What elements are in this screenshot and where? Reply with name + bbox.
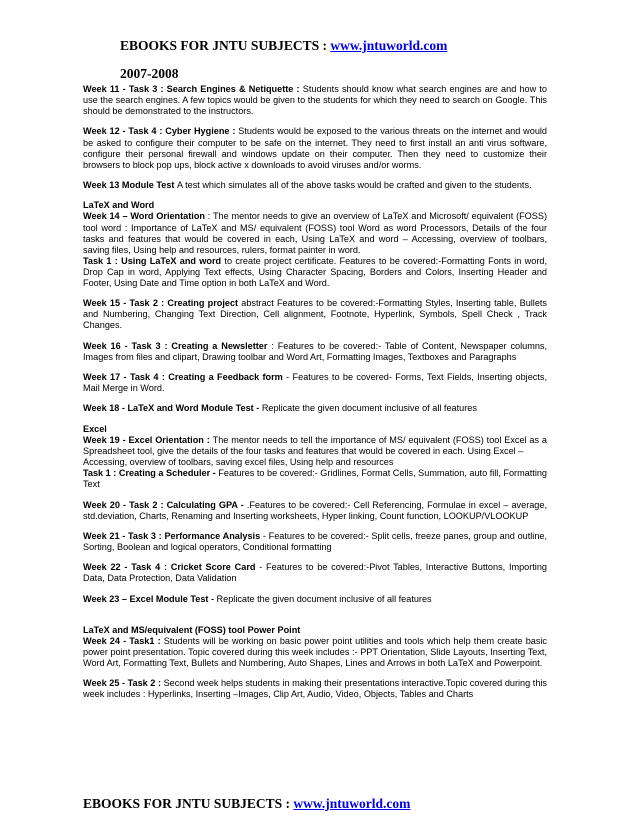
week-17-paragraph [83,372,547,394]
week-20-heading: Week 20 - Task 2 : Calculating GPA - [83,499,247,510]
week-13-heading: Week 13 Module Test [83,180,177,191]
week-22-paragraph [83,562,547,584]
week-21-heading: Week 21 - Task 3 : Performance Analysis [83,530,263,541]
word-task-1-heading: Task 1 : Using LaTeX and word [83,255,225,266]
week-18-paragraph [83,403,547,414]
week-18-text: Replicate the given document inclusive of all features [261,403,477,414]
week-16-heading: Week 16 - Task 3 : Creating a Newsletter [83,340,272,351]
week-14-paragraph [83,211,547,255]
word-task-1-paragraph [83,256,547,289]
week-22-text: - Features to be covered:-Pivot Tables, Interactive Buttons, Importing Data, Data Protection, Data Validation [83,562,547,584]
section-excel-title: Excel [83,423,107,434]
week-14-heading: Week 14 – Word Orientation [83,211,208,222]
week-25-text: Second week helps students in making their presentations interactive.Topic covered during this week includes : Hyperlinks, Inserting –Images, Clip Art, Audio, Video, Objects, Tables and Charts [83,678,547,700]
excel-task-1-heading: Task 1 : Creating a Scheduler - [83,468,219,479]
week-19-paragraph [83,435,547,457]
week-19-text: The mentor needs to tell the importance of MS/ equivalent (FOSS) tool Excel as a Spreadsheet tool, give the details of the four tasks and features that would be covered in each. Using Excel – [83,434,548,456]
week-14-text: : The mentor needs to give an overview of LaTeX and Microsoft/ equivalent (FOSS) tool word : Importance of LaTeX and MS/ equivalent (FOSS) tool Word as word Processors, Details of the four tasks and features that would be covered in each, Using LaTeX and word – Accessing, overview of toolbars, saving files, Using help and resources, rulers, format painter in word. [83,211,547,255]
footer-link[interactable]: www.jntuworld.com [293,796,411,811]
week-15-heading: Week 15 - Task 2 : Creating project [83,298,242,309]
week-12-text: Students would be exposed to the various threats on the internet and would be asked to configure their computer to be safe on the internet. They need to first install an anti virus software, configure their personal firewall and windows update on their computer. Then they need to customize their browsers to block pop ups, block active x downloads to avoid viruses and/or worms. [83,126,547,170]
page-header [120,38,447,54]
week-16-paragraph [83,341,547,363]
header-year: 2007-2008 [120,66,179,81]
week-23-heading: Week 23 – Excel Module Test - [83,593,217,604]
week-12-heading: Week 12 - Task 4 : Cyber Hygiene : [83,126,239,137]
week-25-heading: Week 25 - Task 2 : [83,678,164,689]
excel-task-1-paragraph [83,468,547,490]
section-latex-word-heading [83,200,547,211]
excel-task-1-text: Features to be covered:- Gridlines, Format Cells, Summation, auto fill, Formatting Text [83,468,548,490]
week-17-text: - Features to be covered- Forms, Text Fields, Inserting objects, Mail Merge in Word. [83,372,547,394]
week-21-text: - Features to be covered:- Split cells, freeze panes, group and outline, Sorting, Boolean and logical operators, Conditional formatting [83,530,547,552]
header-label: EBOOKS FOR JNTU SUBJECTS : [120,38,331,53]
section-powerpoint-heading [83,625,547,636]
excel-access-line [83,457,547,468]
page-footer [83,796,410,812]
week-21-paragraph [83,531,547,553]
week-18-heading: Week 18 - LaTeX and Word Module Test - [83,403,262,414]
excel-access-text: Accessing, overview of toolbars, saving excel files, Using help and resources [83,457,394,468]
week-11-paragraph [83,84,547,117]
section-powerpoint-title: LaTeX and MS/equivalent (FOSS) tool Power Point [83,624,301,635]
week-16-text: : Features to be covered:- Table of Content, Newspaper columns, Images from files and clipart, Drawing toolbar and Word Art, Formatting Images, Textboxes and Paragraphs [83,340,547,362]
week-13-text: A test which simulates all of the above tasks would be crafted and given to the students. [176,180,532,191]
week-24-heading: Week 24 - Task1 : [83,635,164,646]
week-17-heading: Week 17 - Task 4 : Creating a Feedback form [83,372,287,383]
week-12-paragraph [83,126,547,170]
footer-label: EBOOKS FOR JNTU SUBJECTS : [83,796,294,811]
word-task-1-text: to create project certificate. Features to be covered:-Formatting Fonts in word, Drop Cap in word, Applying Text effects, Using Character Spacing, Borders and Colors, Inserting Header and Footer, Using Date and Time option in both LaTeX and Word. [83,255,547,288]
week-24-text: Students will be working on basic power point utilities and tools which help them create basic power point presentation. Topic covered during this week includes :- PPT Orientation, Slide Layouts, Inserting Text, Word Art, Formatting Text, Bullets and Numbering, Auto Shapes, Lines and Arrows in both LaTeX and Powerpoint. [83,635,547,668]
week-22-heading: Week 22 - Task 4 : Cricket Score Card [83,562,260,573]
syllabus-body [83,84,547,710]
week-11-text: Students should know what search engines are and how to use the search engines. A few topics would be given to the students for which they need to search on Google. This should be demonstrated to the instructors. [83,84,547,117]
week-24-paragraph [83,636,547,669]
week-20-paragraph [83,500,547,522]
week-15-text: abstract Features to be covered:-Formatting Styles, Inserting table, Bullets and Numbering, Changing Text Direction, Cell alignment, Footnote, Hyperlink, Symbols, Spell Check , Track Changes. [83,298,547,331]
section-latex-word-title: LaTeX and Word [83,200,155,211]
header-link[interactable]: www.jntuworld.com [330,38,448,53]
week-11-heading: Week 11 - Task 3 : Search Engines & Netiquette : [83,84,303,94]
week-23-paragraph [83,594,547,605]
section-excel-heading [83,424,547,435]
week-20-text: .Features to be covered:- Cell Referencing, Formulae in excel – average, std.deviation, Charts, Renaming and Inserting worksheets, Hyper linking, Count function, LOOKUP/VLOOKUP [83,499,547,521]
week-23-text: Replicate the given document inclusive of all features [216,593,432,604]
week-25-paragraph [83,678,547,700]
week-19-heading: Week 19 - Excel Orientation : [83,434,213,445]
week-13-paragraph [83,180,547,191]
week-15-paragraph [83,298,547,331]
